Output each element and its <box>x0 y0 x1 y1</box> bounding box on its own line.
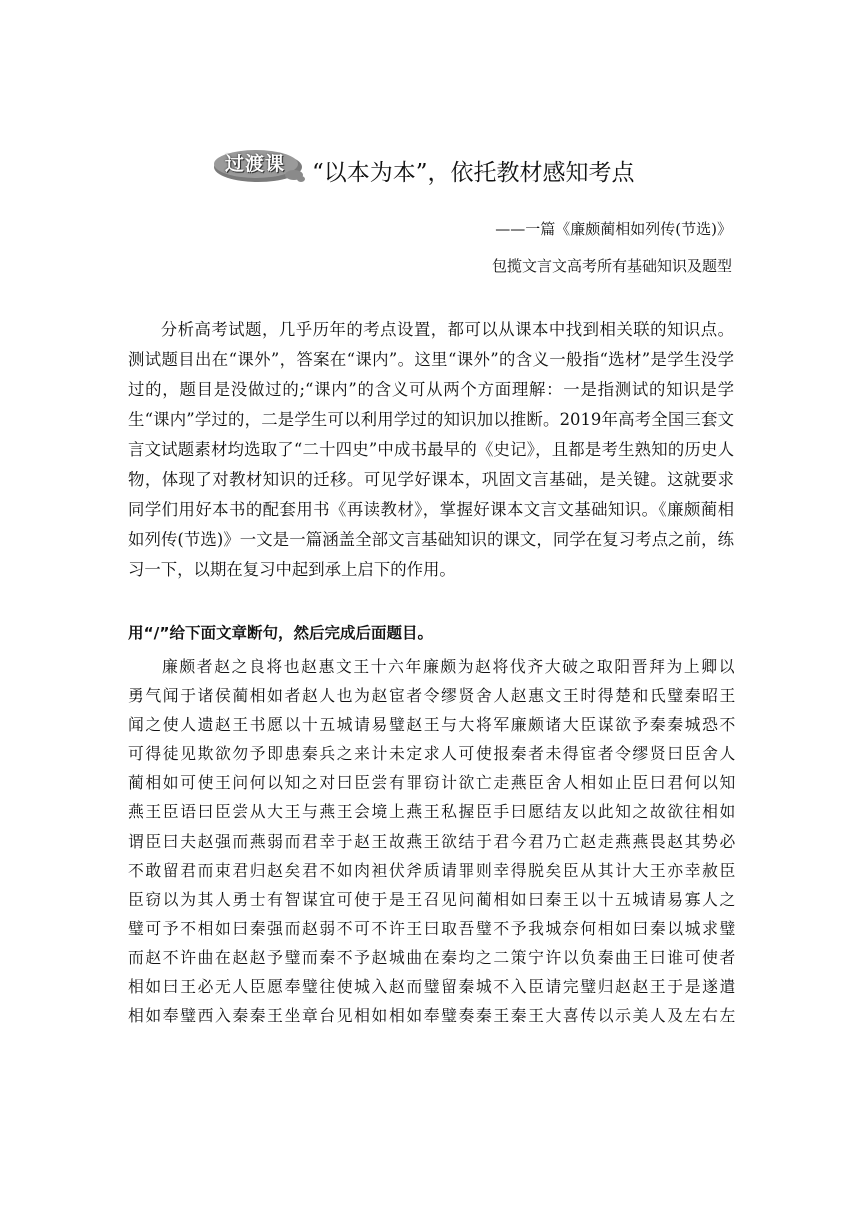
classical-line: 相如奉璧西入秦秦王坐章台见相如相如奉璧奏秦王秦王大喜传以示美人及左右左 <box>128 1006 737 1026</box>
classical-line: 相如曰王必无人臣愿奉璧往使城入赵而璧留秦城不入臣请完璧归赵赵王于是遂遣 <box>128 977 737 997</box>
intro-paragraph: 分析高考试题，几乎历年的考点设置，都可以从课本中找到相关联的知识点。测试题目出在“课外”，答案在“课内”。这里“课外”的含义一般指“选材”是学生没学过的，题目是没做过的;“课内”的含义可从两个方面理解：一是指测试的知识是学生“课内”学过的，二是学生可以利用学过的知识加以推断。2019年高考全国三套文言文试题素材均选取了“二十四史”中成书最早的《史记》，且都是考生熟知的历史人物，体现了对教材知识的迁移。可见学好课本，巩固文言基础，是关键。这就要求同学们用好本书的配套用书《再读教材》，掌握好课本文言文基础知识。《廉颇蔺相如列传(节选)》一文是一篇涵盖全部文言基础知识的课文，同学在复习考点之前，练习一下，以期在复习中起到承上启下的作用。 <box>128 320 734 579</box>
classical-line: 廉颇者赵之良将也赵惠文王十六年廉颇为赵将伐齐大破之取阳晋拜为上卿以 <box>162 657 737 676</box>
classical-line: 可得徒见欺欲勿予即患秦兵之来计未定求人可使报秦者未得宦者令缪贤曰臣舍人 <box>128 744 737 764</box>
badge-label: 过渡课 <box>224 153 285 175</box>
classical-line: 勇气闻于诸侯蔺相如者赵人也为赵宦者令缪贤舍人赵惠文王时得楚和氏璧秦昭王 <box>128 686 737 706</box>
classical-line: 燕王臣语曰臣尝从大王与燕王会境上燕王私握臣手曰愿结友以此知之故欲往相如 <box>128 802 737 822</box>
classical-line: 谓臣曰夫赵强而燕弱而君幸于赵王故燕王欲结于君今君乃亡赵走燕燕畏赵其势必 <box>128 831 737 851</box>
classical-line: 臣窃以为其人勇士有智谋宜可使于是王召见问蔺相如曰秦王以十五城请易寡人之 <box>128 889 737 909</box>
subtitle-line-1: ——一篇《廉颇蔺相如列传(节选)》 <box>495 220 732 238</box>
classical-line: 而赵不许曲在赵赵予璧而秦不予赵城曲在秦均之二策宁许以负秦曲王曰谁可使者 <box>128 947 737 967</box>
classical-line: 闻之使人遗赵王书愿以十五城请易璧赵王与大将军廉颇诸大臣谋欲予秦秦城恐不 <box>128 715 737 735</box>
title-row <box>212 144 635 188</box>
subtitle-line-2: 包揽文言文高考所有基础知识及题型 <box>491 257 732 275</box>
lesson-badge <box>212 148 306 184</box>
classical-line: 蔺相如可使王问何以知之对曰臣尝有罪窃计欲亡走燕臣舍人相如止臣曰君何以知 <box>128 773 737 793</box>
exercise-instruction: 用“/”给下面文章断句，然后完成后面题目。 <box>128 624 434 642</box>
classical-line: 不敢留君而束君归赵矣君不如肉袒伏斧质请罪则幸得脱矣臣从其计大王亦幸赦臣 <box>128 860 737 880</box>
page-title: “以本为本”，依托教材感知考点 <box>312 159 635 186</box>
classical-text <box>128 652 738 1030</box>
classical-line: 璧可予不相如曰秦强而赵弱不可不许王曰取吾璧不予我城奈何相如曰秦以城求璧 <box>128 918 737 938</box>
